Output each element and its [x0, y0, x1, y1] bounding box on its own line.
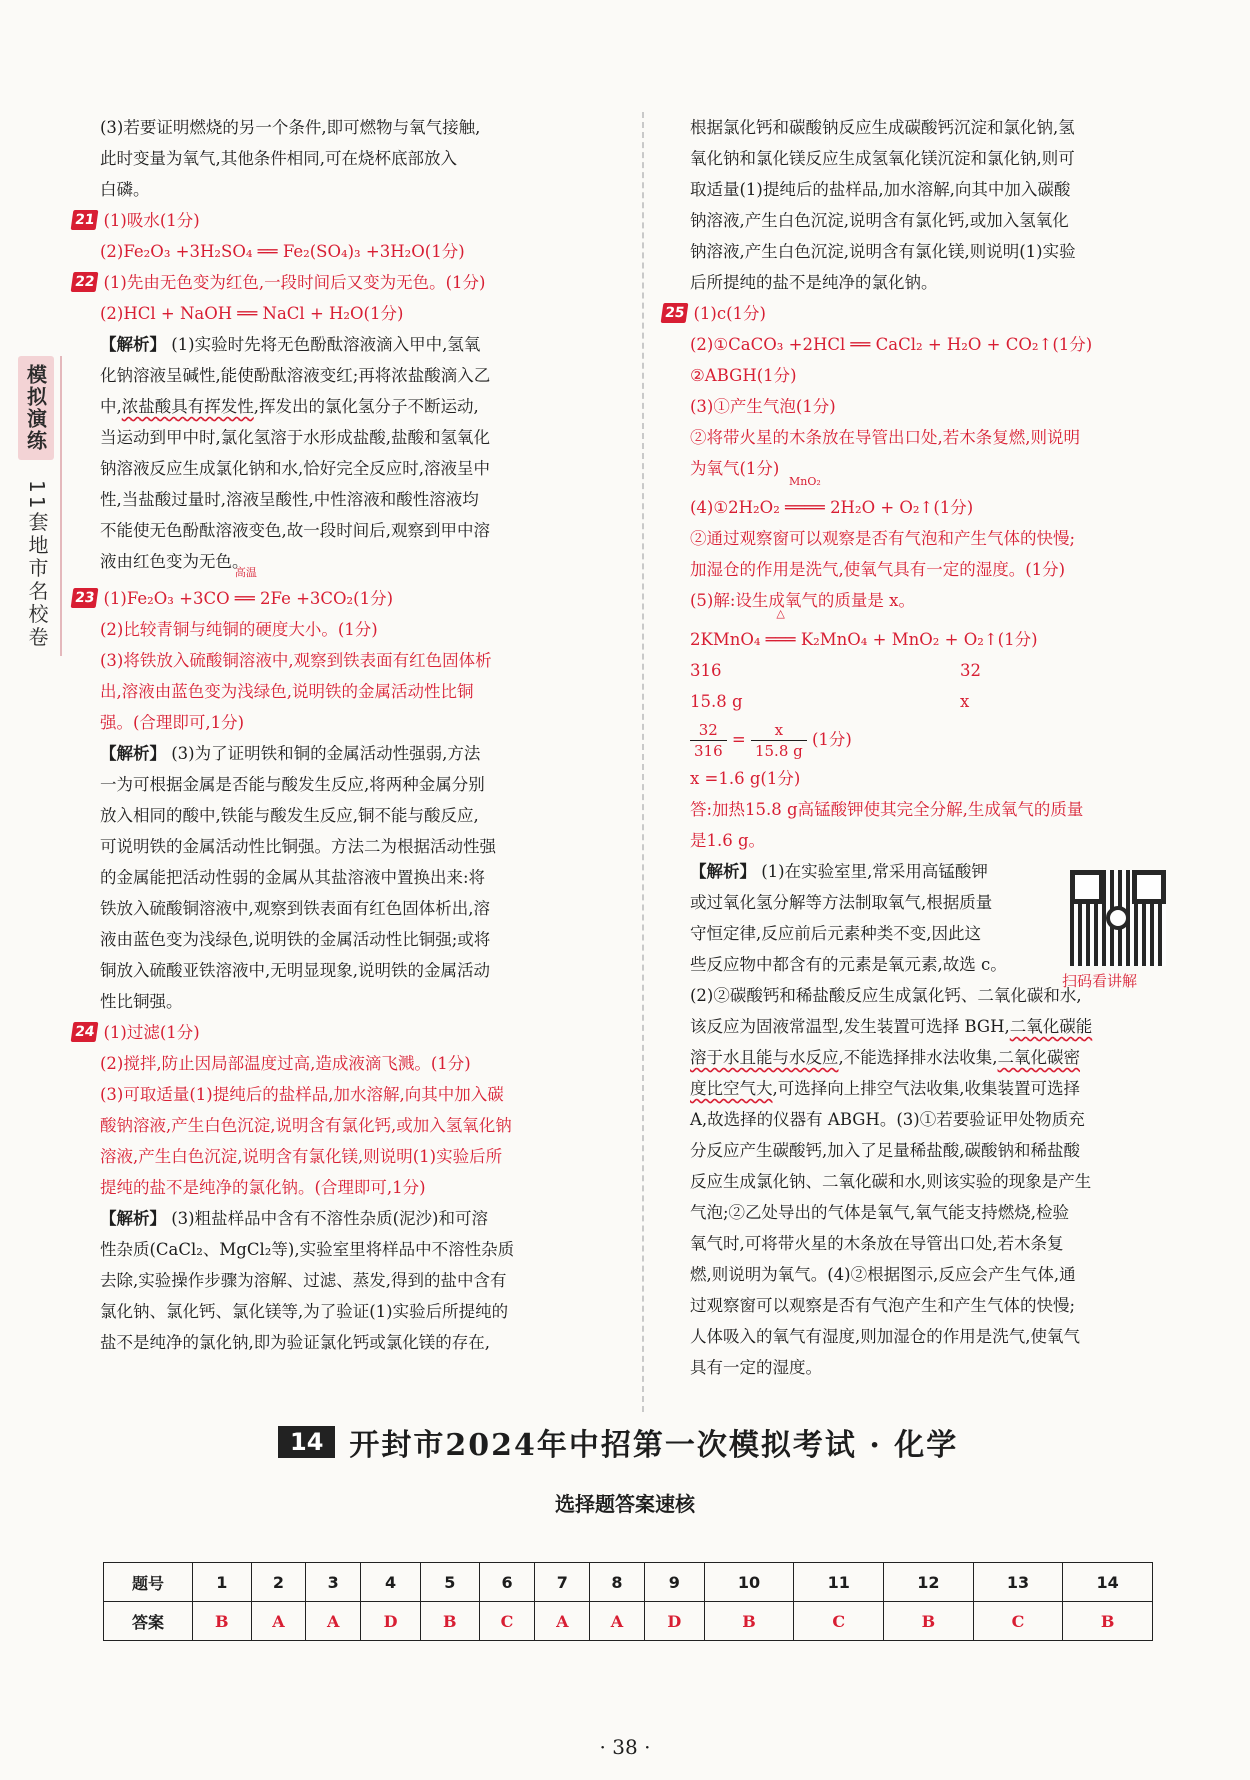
question-number-cell: 8: [590, 1563, 645, 1602]
analysis-tag: 【解析】: [100, 1209, 166, 1228]
answer-text: 2Fe +3CO₂(1分): [260, 589, 394, 608]
analysis-line: 过观察窗可以观察是否有气泡产生和产生气体的快慢;: [690, 1296, 1076, 1315]
analysis-line: 氧气时,可将带火星的木条放在导管出口处,若木条复: [690, 1234, 1064, 1253]
analysis-line: 人体吸入的氧气有湿度,则加湿仓的作用是洗气,使氧气: [690, 1327, 1080, 1346]
reaction-condition: △: [776, 607, 785, 620]
analysis-line: [100, 1203, 622, 1234]
section-tab: [18, 356, 54, 460]
answer-cell: B: [420, 1602, 479, 1641]
row-label: 题号: [104, 1563, 193, 1602]
analysis-line: 具有一定的湿度。: [690, 1358, 822, 1377]
text-line: 后所提纯的盐不是纯净的氯化钠。: [690, 273, 938, 292]
answer-cell: B: [884, 1602, 974, 1641]
analysis-line: 氯化钠、氯化钙、氯化镁等,为了验证(1)实验后所提纯的: [100, 1302, 509, 1321]
analysis-text: (3)为了证明铁和铜的金属活动性强弱,方法: [171, 744, 481, 763]
q22-answer-2: (2)HCl + NaOH ══ NaCl + H₂O(1分): [100, 304, 404, 323]
answer-text: (1)c(1分): [693, 304, 766, 323]
analysis-line: 性,当盐酸过量时,溶液呈酸性,中性溶液和酸性溶液均: [100, 490, 479, 509]
q25-answer-4: [690, 475, 1170, 523]
analysis-line: 铜放入硫酸亚铁溶液中,无明显现象,说明铁的金属活动: [100, 961, 490, 980]
fraction-numerator: x: [751, 720, 807, 741]
analysis-tag: 【解析】: [690, 862, 756, 881]
question-number-cell: 2: [251, 1563, 306, 1602]
row-label: 答案: [104, 1602, 193, 1641]
q24-answer-3: (3)可取适量(1)提纯后的盐样品,加水溶解,向其中加入碳: [100, 1085, 504, 1104]
answer-cell: C: [794, 1602, 884, 1641]
analysis-text: 中,: [100, 397, 122, 416]
analysis-line: 的金属能把活动性弱的金属从其盐溶液中置换出来:将: [100, 868, 486, 887]
answer-cell: B: [1063, 1602, 1153, 1641]
exam-title-text: 开封市2024年中招第一次模拟考试 · 化学: [349, 1428, 959, 1463]
answer-text: (1)吸水(1分): [103, 211, 200, 230]
reaction-condition: 高温: [234, 566, 257, 579]
qr-caption: 扫码看讲解: [1062, 972, 1138, 990]
analysis-line: 气泡;②乙处导出的气体是氧气,氧气能支持燃烧,检验: [690, 1203, 1070, 1222]
analysis-line: [100, 329, 622, 360]
question-number-badge: 25: [661, 303, 689, 323]
right-column: [663, 112, 1170, 1383]
q23-answer-2: (2)比较青铜与纯铜的硬度大小。(1分): [100, 620, 378, 639]
question-number-row: [104, 1563, 1153, 1602]
question-number-cell: 10: [704, 1563, 794, 1602]
conclusion-line: 是1.6 g。: [690, 831, 766, 850]
answer-text: (1)Fe₂O₃ +3CO: [103, 589, 230, 608]
answer-text: (1分): [812, 730, 852, 749]
mass-ratio-line: [690, 686, 1170, 717]
analysis-line: 反应生成氯化钠、二氧化碳和水,则该实验的现象是产生: [690, 1172, 1092, 1191]
reaction-condition: MnO₂: [789, 475, 821, 488]
mass-value: x: [960, 692, 970, 711]
analysis-line: [690, 1042, 1170, 1073]
key-point-underline: 二氧化碳密: [997, 1048, 1080, 1067]
q21-answer-1: [73, 205, 622, 236]
mass-value: 15.8 g: [690, 692, 743, 711]
column-divider: [642, 112, 644, 1412]
analysis-line: 液由红色变为无色。: [100, 552, 249, 571]
exam-title: [278, 1420, 998, 1464]
q25-answer-4: ②通过观察窗可以观察是否有气泡和产生气体的快慢;: [690, 529, 1076, 548]
question-number-cell: 4: [361, 1563, 421, 1602]
reaction-arrow: △ ═══: [765, 607, 796, 649]
text-line: 氧化钠和氯化镁反应生成氢氧化镁沉淀和氯化钠,则可: [690, 149, 1075, 168]
key-point-underline: 浓盐酸具有挥发性: [121, 397, 254, 416]
analysis-line: 不能使无色酚酞溶液变色,故一段时间后,观察到甲中溶: [100, 521, 490, 540]
analysis-line: 盐不是纯净的氯化钠,即为验证氯化钙或氯化镁的存在,: [100, 1333, 490, 1352]
key-point-underline: 二氧化碳能: [1009, 1017, 1093, 1036]
question-number-cell: 14: [1063, 1563, 1153, 1602]
analysis-line: A,故选择的仪器有 ABGH。(3)①若要验证甲处物质充: [690, 1110, 1085, 1129]
analysis-line: 放入相同的酸中,铁能与酸发生反应,铜不能与酸反应,: [100, 806, 479, 825]
q25-answer-3: (3)①产生气泡(1分): [690, 397, 836, 416]
mass-value: 32: [960, 661, 981, 680]
text-line: 白磷。: [100, 180, 150, 199]
reaction-arrow: MnO₂ ════: [785, 475, 825, 517]
key-point-underline: 溶于水且能与水反应: [690, 1048, 839, 1067]
answer-text: 2H₂O + O₂↑(1分): [830, 498, 974, 517]
text-line: 钠溶液,产生白色沉淀,说明含有氯化钙,或加入氢氧化: [690, 211, 1069, 230]
q25-answer-3: ②将带火星的木条放在导管出口处,若木条复燃,则说明: [690, 428, 1080, 447]
answer-cell: B: [193, 1602, 252, 1641]
q21-answer-2: (2)Fe₂O₃ +3H₂SO₄ ══ Fe₂(SO₄)₃ +3H₂O(1分): [100, 242, 465, 261]
q23-answer-1: [73, 566, 622, 614]
answer-text: (1)先由无色变为红色,一段时间后又变为无色。(1分): [103, 273, 486, 292]
left-column: [73, 112, 622, 1358]
answer-cell: C: [973, 1602, 1063, 1641]
analysis-text: 该反应为固液常温型,发生装置可选择 BGH,: [690, 1017, 1010, 1036]
answer-text: 2KMnO₄: [690, 630, 761, 649]
fraction-denominator: 15.8 g: [754, 742, 803, 760]
q24-answer-3: 溶液,产生白色沉淀,说明含有氯化镁,则说明(1)实验后所: [100, 1147, 503, 1166]
analysis-text: (3)粗盐样品中含有不溶性杂质(泥沙)和可溶: [171, 1209, 488, 1228]
answer-cell: A: [251, 1602, 306, 1641]
q23-answer-3: 出,溶液由蓝色变为浅绿色,说明铁的金属活动性比铜: [100, 682, 474, 701]
analysis-line: 燃,则说明为氧气。(4)②根据图示,反应会产生气体,通: [690, 1265, 1076, 1284]
analysis-line: 或过氧化氢分解等方法制取氧气,根据质量: [690, 893, 993, 912]
answer-cell: A: [535, 1602, 590, 1641]
page-number: · 38 ·: [599, 1735, 651, 1759]
analysis-tag: 【解析】: [100, 335, 166, 354]
answer-cell: C: [479, 1602, 535, 1641]
q24-answer-2: (2)搅拌,防止因局部温度过高,造成液滴飞溅。(1分): [100, 1054, 471, 1073]
q25-answer-4: 加湿仓的作用是洗气,使氧气具有一定的湿度。(1分): [690, 560, 1066, 579]
question-number-cell: 7: [535, 1563, 590, 1602]
q24-answer-1: [73, 1017, 622, 1048]
analysis-line: [100, 738, 622, 769]
question-number-cell: 13: [973, 1563, 1063, 1602]
fraction: [690, 720, 727, 761]
analysis-line: 性比铜强。: [100, 992, 183, 1011]
analysis-line: [690, 1073, 1170, 1104]
exam-number-badge: 14: [278, 1426, 335, 1458]
question-number-badge: 23: [71, 588, 99, 608]
q24-answer-3: 酸钠溶液,产生白色沉淀,说明含有氯化钙,或加入氢氧化钠: [100, 1116, 512, 1135]
analysis-line: [100, 391, 622, 422]
analysis-text: ,不能选择排水法收集,: [838, 1048, 998, 1067]
analysis-line: (2)②碳酸钙和稀盐酸反应生成氯化钙、二氧化碳和水,: [690, 986, 1082, 1005]
analysis-line: 去除,实验操作步骤为溶解、过滤、蒸发,得到的盐中含有: [100, 1271, 507, 1290]
analysis-line: 守恒定律,反应前后元素种类不变,因此这: [690, 924, 981, 943]
analysis-text: (1)在实验室里,常采用高锰酸钾: [761, 862, 988, 881]
question-number-cell: 3: [306, 1563, 361, 1602]
answer-cell: D: [644, 1602, 704, 1641]
question-number-cell: 6: [479, 1563, 535, 1602]
mass-ratio-line: [690, 655, 1170, 686]
text-line: 此时变量为氧气,其他条件相同,可在烧杯底部放入: [100, 149, 457, 168]
analysis-line: 些反应物中都含有的元素是氧元素,故选 c。: [690, 955, 1007, 974]
q25-answer-3: 为氧气(1分): [690, 459, 780, 478]
reaction-arrow: 高温 ══: [234, 566, 257, 608]
series-label: 11套地市名校卷: [25, 480, 49, 650]
question-number-cell: 1: [193, 1563, 252, 1602]
answer-key-table: [103, 1562, 1153, 1641]
analysis-line: 当运动到甲中时,氯化氢溶于水形成盐酸,盐酸和氢氧化: [100, 428, 490, 447]
answer-row: [104, 1602, 1153, 1641]
q25-answer-5: (5)解:设生成氧气的质量是 x。: [690, 591, 915, 610]
answer-text: K₂MnO₄ + MnO₂ + O₂↑(1分): [800, 630, 1038, 649]
q22-answer-1: [73, 267, 622, 298]
analysis-text: ,挥发出的氯化氢分子不断运动,: [253, 397, 479, 416]
key-point-underline: 度比空气大: [690, 1079, 773, 1098]
result-line: x =1.6 g(1分): [690, 769, 801, 788]
answer-key-heading: 选择题答案速核: [555, 1492, 695, 1516]
section-label: 模拟演练: [23, 364, 48, 452]
proportion-line: $\frac{32}{316}$ = $\frac{x}{15.8 g}$ (1分): [690, 717, 1170, 763]
text-line: (3)若要证明燃烧的另一个条件,即可燃物与氧气接触,: [100, 118, 481, 137]
answer-text: (1)过滤(1分): [103, 1023, 200, 1042]
equation-line: [690, 607, 1170, 655]
question-number-cell: 9: [644, 1563, 704, 1602]
analysis-line: 钠溶液反应生成氯化钠和水,恰好完全反应时,溶液呈中: [100, 459, 490, 478]
analysis-line: 液由蓝色变为浅绿色,说明铁的金属活动性比铜强;或将: [100, 930, 491, 949]
qr-code-icon[interactable]: [1070, 870, 1166, 966]
analysis-line: 可说明铁的金属活动性比铜强。方法二为根据活动性强: [100, 837, 496, 856]
analysis-line: 一为可根据金属是否能与酸发生反应,将两种金属分别: [100, 775, 485, 794]
q24-answer-3: 提纯的盐不是纯净的氯化钠。(合理即可,1分): [100, 1178, 426, 1197]
conclusion-line: 答:加热15.8 g高锰酸钾使其完全分解,生成氧气的质量: [690, 800, 1084, 819]
analysis-tag: 【解析】: [100, 744, 166, 763]
answer-cell: A: [590, 1602, 645, 1641]
answer-text: (4)①2H₂O₂: [690, 498, 780, 517]
text-line: 根据氯化钙和碳酸钠反应生成碳酸钙沉淀和氯化钠,氢: [690, 118, 1075, 137]
text-line: 钠溶液,产生白色沉淀,说明含有氯化镁,则说明(1)实验: [690, 242, 1076, 261]
analysis-line: 化钠溶液呈碱性,能使酚酞溶液变红;再将浓盐酸滴入乙: [100, 366, 491, 385]
question-number-badge: 22: [71, 272, 99, 292]
question-number-badge: 24: [71, 1022, 99, 1042]
question-number-cell: 5: [420, 1563, 479, 1602]
question-number-cell: 11: [794, 1563, 884, 1602]
q23-answer-3: (3)将铁放入硫酸铜溶液中,观察到铁表面有红色固体析: [100, 651, 492, 670]
q25-answer-1: [663, 298, 1170, 329]
analysis-line: 铁放入硫酸铜溶液中,观察到铁表面有红色固体析出,溶: [100, 899, 490, 918]
fraction-denominator: 316: [694, 742, 723, 760]
fraction: [751, 720, 807, 761]
text-line: 取适量(1)提纯后的盐样品,加水溶解,向其中加入碳酸: [690, 180, 1071, 199]
analysis-line: 分反应产生碳酸钙,加入了足量稀盐酸,碳酸钠和稀盐酸: [690, 1141, 1080, 1160]
q25-answer-2: (2)①CaCO₃ +2HCl ══ CaCl₂ + H₂O + CO₂↑(1分): [690, 335, 1093, 354]
mass-value: 316: [690, 661, 722, 680]
q23-answer-3: 强。(合理即可,1分): [100, 713, 245, 732]
analysis-text: (1)实验时先将无色酚酞溶液滴入甲中,氢氧: [171, 335, 481, 354]
analysis-line: [690, 1011, 1170, 1042]
fraction-numerator: 32: [690, 720, 727, 741]
question-number-badge: 21: [71, 210, 99, 230]
q25-answer-2: ②ABGH(1分): [690, 366, 797, 385]
answer-cell: D: [361, 1602, 421, 1641]
qr-center-mark: [1106, 906, 1130, 930]
analysis-line: 性杂质(CaCl₂、MgCl₂等),实验室里将样品中不溶性杂质: [100, 1240, 515, 1259]
side-divider: [60, 356, 62, 656]
answer-cell: B: [704, 1602, 794, 1641]
analysis-text: ,可选择向上排空气法收集,收集装置可选择: [772, 1079, 1080, 1098]
question-number-cell: 12: [884, 1563, 974, 1602]
answer-cell: A: [306, 1602, 361, 1641]
